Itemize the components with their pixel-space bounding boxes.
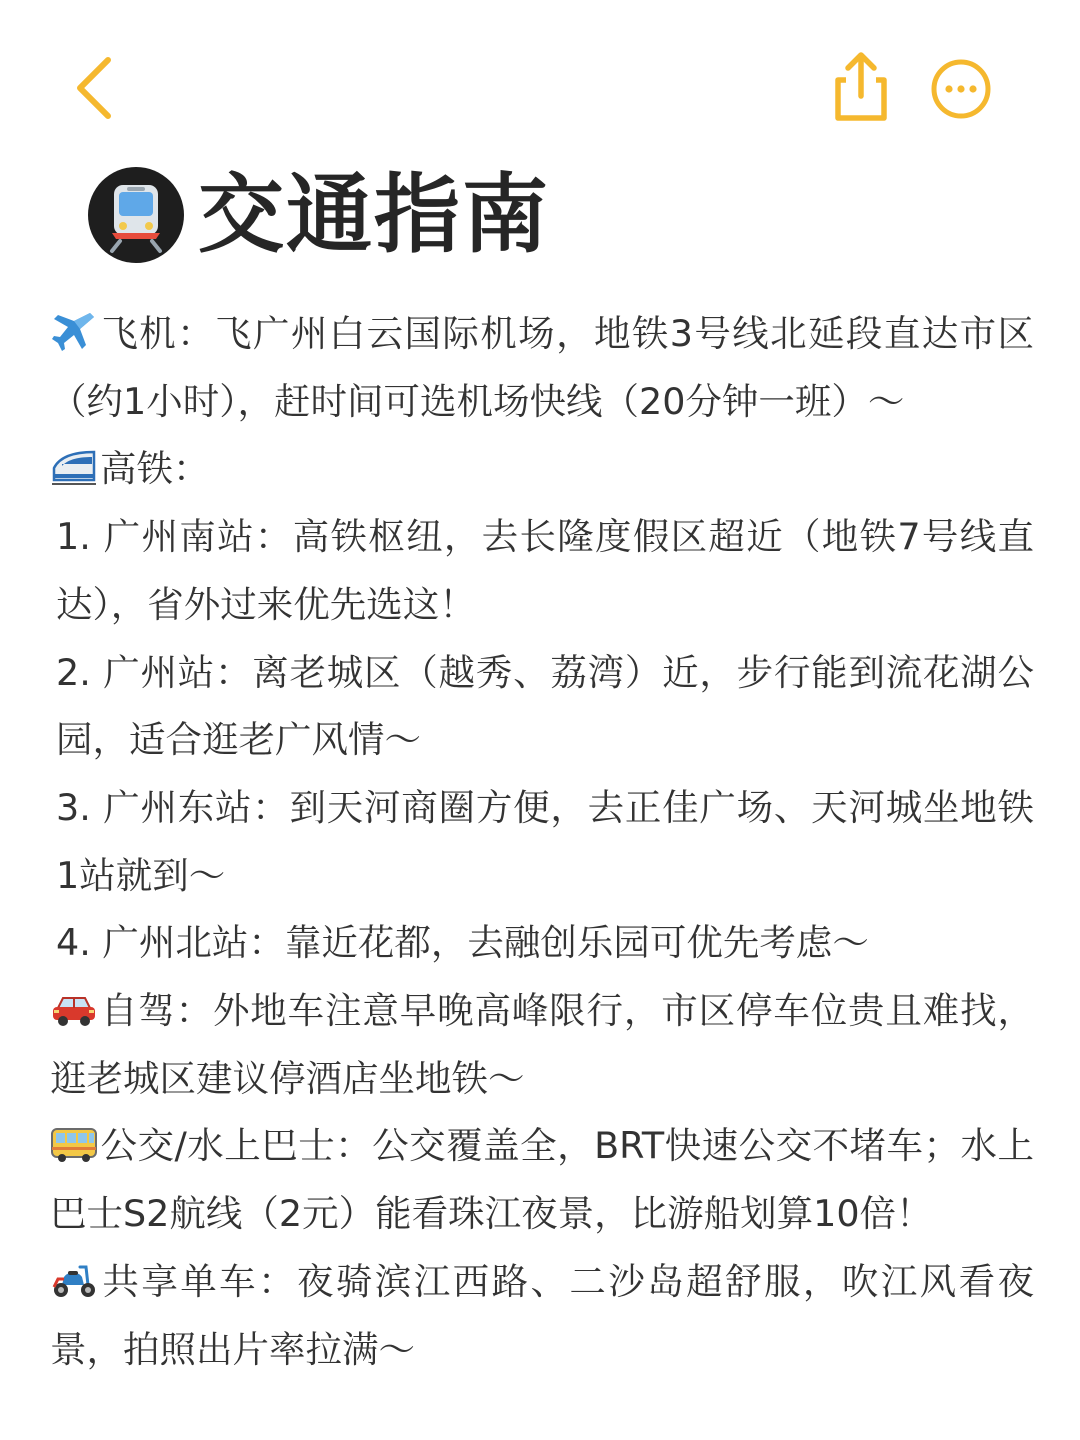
bus-icon [50, 1121, 98, 1165]
bus-section [50, 1112, 1034, 1247]
back-button[interactable] [64, 50, 128, 126]
rail-text: 高铁： [100, 447, 210, 491]
bus-text: 公交/水上巴士：公交覆盖全，BRT快速公交不堵车；水上巴士S2航线（2元）能看珠江夜景，比游船划算10倍！ [50, 1124, 1034, 1236]
airplane-icon [50, 309, 98, 353]
plane-section [50, 300, 1034, 435]
bike-text: 共享单车：夜骑滨江西路、二沙岛超舒服，吹江风看夜景，拍照出片率拉满～ [50, 1259, 1034, 1371]
more-button[interactable] [926, 54, 996, 124]
station-item: 1. 广州南站：高铁枢纽，去长隆度假区超近（地铁7号线直达），省外过来优先选这！ [56, 515, 1034, 626]
content [50, 300, 1034, 1383]
bike-section [50, 1248, 1034, 1383]
plane-text: 飞机：飞广州白云国际机场，地铁3号线北延段直达市区（约1小时），赶时间可选机场快线（20分钟一班）～ [50, 312, 1034, 423]
title-row [86, 160, 550, 270]
rail-section [50, 435, 1034, 503]
car-icon [50, 986, 98, 1030]
chevron-left-icon [64, 50, 128, 126]
share-button[interactable] [826, 48, 896, 124]
more-icon [926, 54, 996, 124]
station-item: 3. 广州东站：到天河商圈方便，去正佳广场、天河城坐地铁1站就到～ [56, 785, 1034, 897]
metro-icon [86, 165, 186, 265]
top-bar [0, 0, 1080, 170]
scooter-icon [50, 1257, 98, 1301]
high-speed-train-icon [50, 444, 98, 488]
car-text: 自驾：外地车注意早晚高峰限行，市区停车位贵且难找，逛老城区建议停酒店坐地铁～ [50, 989, 1034, 1100]
page-title: 交通指南 [198, 165, 550, 265]
share-icon [826, 48, 896, 124]
car-section [50, 977, 1034, 1112]
station-item: 2. 广州站：离老城区（越秀、荔湾）近，步行能到流花湖公园，适合逛老广风情～ [56, 650, 1034, 762]
station-item: 4. 广州北站：靠近花都，去融创乐园可优先考虑～ [56, 921, 869, 965]
